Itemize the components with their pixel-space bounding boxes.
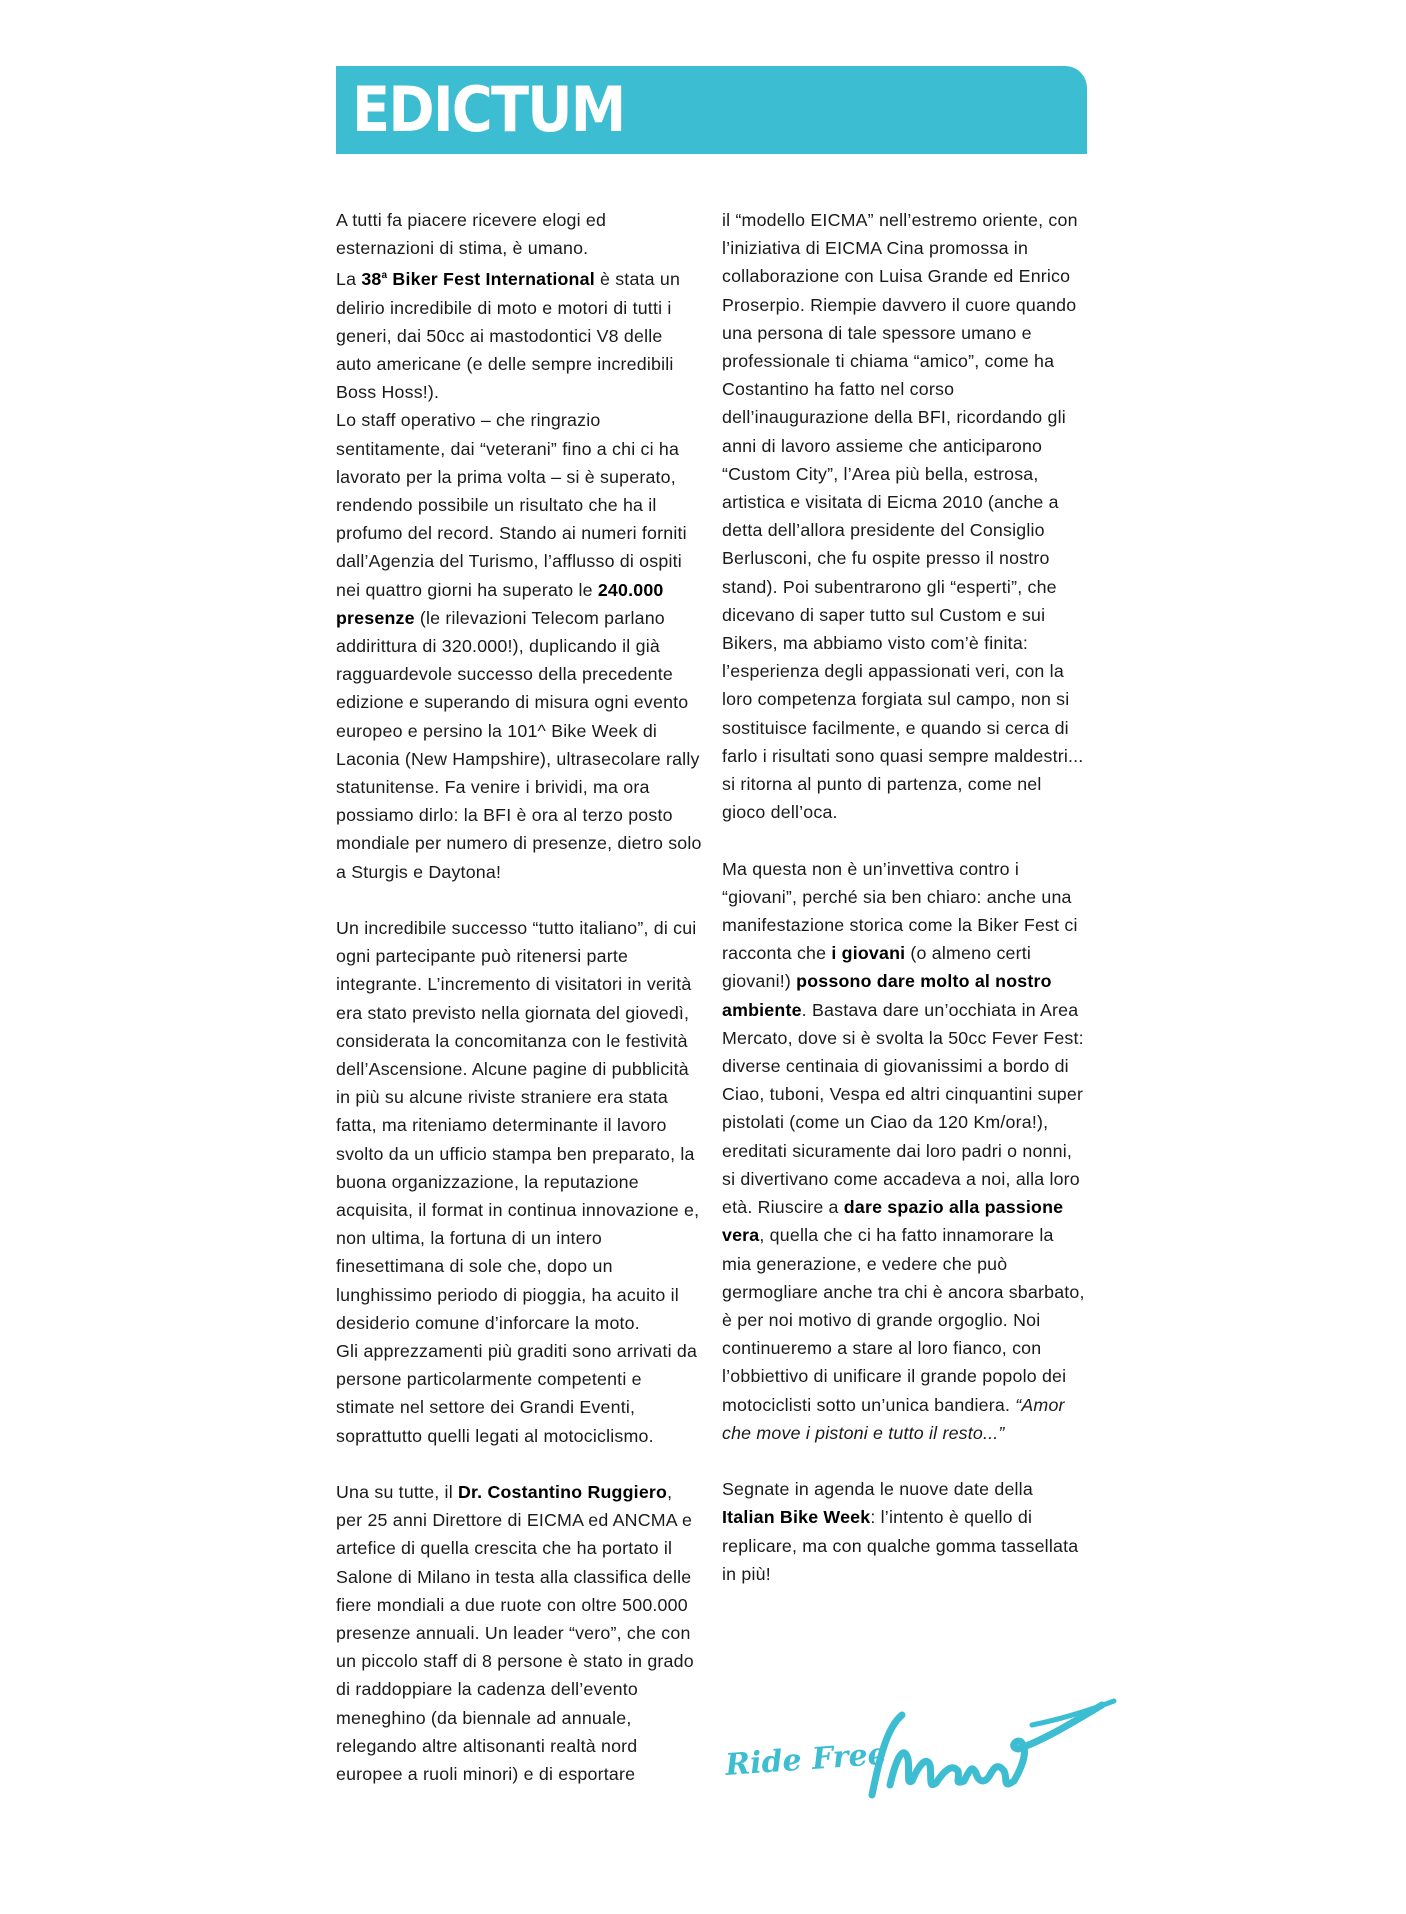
bold-italian-bike-week: Italian Bike Week bbox=[722, 1507, 871, 1528]
edition-number: 38 bbox=[361, 269, 382, 290]
text-span: è stata un delirio incredibile di moto e motori di tutti i generi, dai 50cc ai mastodontici V8 delle auto americane (e delle sempre incredibili Boss Hoss!). bbox=[336, 269, 681, 403]
edition-superscript: a bbox=[381, 270, 388, 282]
text-span: (o almeno certi giovani!) bbox=[722, 943, 1032, 992]
text-span: , quella che ci ha fatto innamorare la mia generazione, e vedere che può germogliare anche tra chi è ancora sbarbato, è per noi motivo di grande orgoglio. Noi continueremo a stare al loro fianco, con l’obbiettivo di unificare il grande popolo dei motociclisti sotto un’unica bandiera. bbox=[722, 1225, 1085, 1415]
bold-person-name: Dr. Costantino Ruggiero bbox=[458, 1482, 668, 1503]
text-span: . Bastava dare un’occhiata in Area Mercato, dove si è svolta la 50cc Fever Fest: diverse centinaia di giovanissimi a bordo di Ciao, tuboni, Vespa ed altri cinquantini super pistolati (come un Ciao da 120 Km/ora!), ereditati sicuramente dai loro padri o nonni, si divertivano come accadeva a noi, alla loro età. Riuscire a bbox=[722, 999, 1084, 1218]
event-name: Biker Fest International bbox=[387, 269, 595, 290]
text-span: , per 25 anni Direttore di EICMA ed ANCMA e artefice di quella crescita che ha portato il Salone di Milano in testa alla classifica delle fiere mondiali a due ruote con oltre 500.000 presenze annuali. Un leader “vero”, che con un piccolo staff di 8 persone è stato in grado di raddoppiare la cadenza dell’evento meneghino (da biennale ad annuale, relegando altre altisonanti realtà nord europee a ruoli minori) e di esportare bbox=[336, 1482, 694, 1785]
text-span: Lo staff operativo – che ringrazio sentitamente, dai “veterani” fino a chi ci ha lavorato per la prima volta – si è superato, rendendo possibile un risultato che ha il profumo del record. Stando ai numeri forniti dall’Agenzia del Turismo, l’afflusso di ospiti nei quattro giorni ha superato le bbox=[336, 410, 687, 600]
bold-ambiente: possono dare molto al nostro ambiente bbox=[722, 971, 1052, 1020]
paragraph-italian-bike-week bbox=[722, 1475, 1088, 1588]
paragraph-biker-fest bbox=[336, 262, 702, 406]
bold-giovani: i giovani bbox=[831, 943, 906, 964]
bold-event-name bbox=[361, 269, 595, 289]
paragraph-success: Un incredibile successo “tutto italiano”, di cui ogni partecipante può ritenersi parte integrante. L’incremento di visitatori in verità era stato previsto nella giornata del giovedì, considerata la concomitanza con le festività dell’Ascensione. Alcune pagine di pubblicità in più su alcune riviste straniere era stata fatta, ma riteniamo determinante il lavoro svolto da un ufficio stampa ben preparato, la buona organizzazione, la reputazione acquisita, il format in continua innovazione e, non ultima, la fortuna di un intero finesettimana di sole che, dopo un lunghissimo periodo di pioggia, ha acuito il desiderio comune d’inforcare la moto. bbox=[336, 917, 700, 1333]
text-span: (le rilevazioni Telecom parlano addirittura di 320.000!), duplicando il già ragguardevole successo della precedente edizione e superando di misura ogni evento europeo e persino la 101^ Bike Week di Laconia (New Hampshire), ultrasecolare rally statunitense. Fa venire i brividi, ma ora possiamo dirlo: la BFI è ora al terzo posto mondiale per numero di presenze, dietro solo a Sturgis e Daytona! bbox=[336, 607, 702, 882]
signature-graphic bbox=[722, 1685, 1122, 1815]
paragraph-staff bbox=[336, 406, 702, 885]
text-span: La bbox=[336, 269, 362, 290]
bold-passione: dare spazio alla passione vera bbox=[722, 1197, 1064, 1246]
paragraph-intro: A tutti fa piacere ricevere elogi ed esternazioni di stima, è umano. bbox=[336, 210, 607, 259]
header-bar bbox=[336, 66, 1087, 154]
signature bbox=[722, 1685, 1122, 1815]
paragraph-ruggiero bbox=[336, 1478, 702, 1788]
right-column bbox=[722, 206, 1088, 1588]
text-span: : l’intento è quello di replicare, ma con qualche gomma tassellata in più! bbox=[722, 1507, 1079, 1584]
paragraph-appreciation: Gli apprezzamenti più graditi sono arrivati da persone particolarmente competenti e stimate nel settore dei Grandi Eventi, soprattutto quelli legati al motociclismo. bbox=[336, 1341, 698, 1446]
left-column bbox=[336, 206, 702, 1788]
paragraph-giovani bbox=[722, 855, 1088, 1447]
paragraph-eicma: il “modello EICMA” nell’estremo oriente, con l’iniziativa di EICMA Cina promossa in collaborazione con Luisa Grande ed Enrico Proserpio. Riempie davvero il cuore quando una persona di tale spessore umano e professionale ti chiama “amico”, come ha Costantino ha fatto nel corso dell’inaugurazione della BFI, ricordando gli anni di lavoro assieme che anticiparono “Custom City”, l’Area più bella, estrosa, artistica e visitata di Eicma 2010 (anche a detta dell’allora presidente del Consiglio Berlusconi, che fu ospite presso il nostro stand). Poi subentrarono gli “esperti”, che dicevano di saper tutto sul Custom e sui Bikers, ma abbiamo visto com’è finita: l’esperienza degli appassionati veri, con la loro competenza forgiata sul campo, non si sostituisce facilmente, e quando si cerca di farlo i risultati sono quasi sempre maldestri... si ritorna al punto di partenza, come nel gioco dell’oca. bbox=[722, 210, 1084, 823]
page-title: EDICTUM bbox=[352, 73, 625, 146]
text-span: Ma questa non è un’invettiva contro i “giovani”, perché sia ben chiaro: anche una manifestazione storica come la Biker Fest ci racconta che bbox=[722, 858, 1078, 964]
bold-presenze: 240.000 presenze bbox=[336, 579, 664, 628]
text-span: Segnate in agenda le nuove date della bbox=[722, 1479, 1033, 1500]
italic-quote: “Amor che move i pistoni e tutto il resto...” bbox=[722, 1394, 1065, 1443]
signature-ride-free: Ride Free bbox=[724, 1736, 888, 1783]
text-span: Una su tutte, il bbox=[336, 1482, 458, 1503]
